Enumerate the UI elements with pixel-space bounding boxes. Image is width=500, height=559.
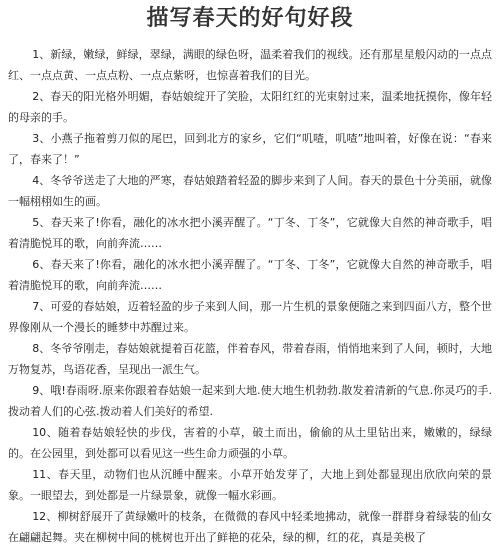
paragraph-12: 12、柳树舒展开了黄绿嫩叶的枝条，在微微的春风中轻柔地拂动，就像一群群身着绿装的仙女在翩翩起舞。夹在柳树中间的桃树也开出了鲜艳的花朵，绿的柳，红的花，真是美极了: [8, 510, 492, 544]
paragraph-4: 4、冬爷爷送走了大地的严寒，春姑娘踏着轻盈的脚步来到了人间。春天的景色十分美丽，就像一幅栩栩如生的画。: [8, 174, 492, 208]
paragraph-5: 5、春天来了!你看，融化的冰水把小溪弄醒了。“丁冬、丁冬”，它就像大自然的神奇歌手，唱着清脆悦耳的歌，向前奔流……: [8, 216, 492, 250]
paragraph-1: 1、新绿，嫩绿，鲜绿，翠绿，满眼的绿色呀，温柔着我们的视线。还有那星星般闪动的一点点红、一点点黄、一点点粉、一点点紫呀，也惊喜着我们的目光。: [8, 48, 492, 82]
paragraph-9: 9、哦!春雨呀.原来你跟着春姑娘一起来到大地.使大地生机勃勃.散发着清新的气息.你灵巧的手.拨动着人们的心弦.拨动着人们美好的希望.: [8, 384, 492, 418]
paragraph-3: 3、小燕子拖着剪刀似的尾巴，回到北方的家乡，它们“叽喳，叽喳”地叫着，好像在说：“春来了，春来了！”: [8, 132, 492, 166]
document-title: 描写春天的好句好段: [146, 6, 354, 31]
paragraph-2: 2、春天的阳光格外明媚，春姑娘绽开了笑脸，太阳红红的光束射过来，温柔地抚摸你，像年轻的母亲的手。: [8, 90, 492, 124]
paragraph-6: 6、春天来了!你看，融化的冰水把小溪弄醒了。“丁冬、丁冬”，它就像大自然的神奇歌手，唱着清脆悦耳的歌，向前奔流……: [8, 258, 492, 292]
paragraph-7: 7、可爱的春姑娘，迈着轻盈的步子来到人间，那一片生机的景象便随之来到四面八方，整个世界像刚从一个漫长的睡梦中苏醒过来。: [8, 300, 492, 334]
paragraph-11: 11、春天里，动物们也从沉睡中醒来。小草开始发芽了，大地上到处都显现出欣欣向荣的景象。一眼望去，到处都是一片绿景象，就像一幅水彩画。: [8, 468, 492, 502]
paragraph-8: 8、冬爷爷刚走，春姑娘就提着百花篮，伴着春风，带着春雨，悄悄地来到了人间，顿时，大地万物复苏，鸟语花香，呈现出一派生气。: [8, 342, 492, 376]
paragraph-10: 10、随着春姑娘轻快的步伐，害着的小草，破土而出，偷偷的从土里钻出来，嫩嫩的，绿绿的。在公园里，到处都可以看见这一些生命力顽强的小草。: [8, 426, 492, 460]
